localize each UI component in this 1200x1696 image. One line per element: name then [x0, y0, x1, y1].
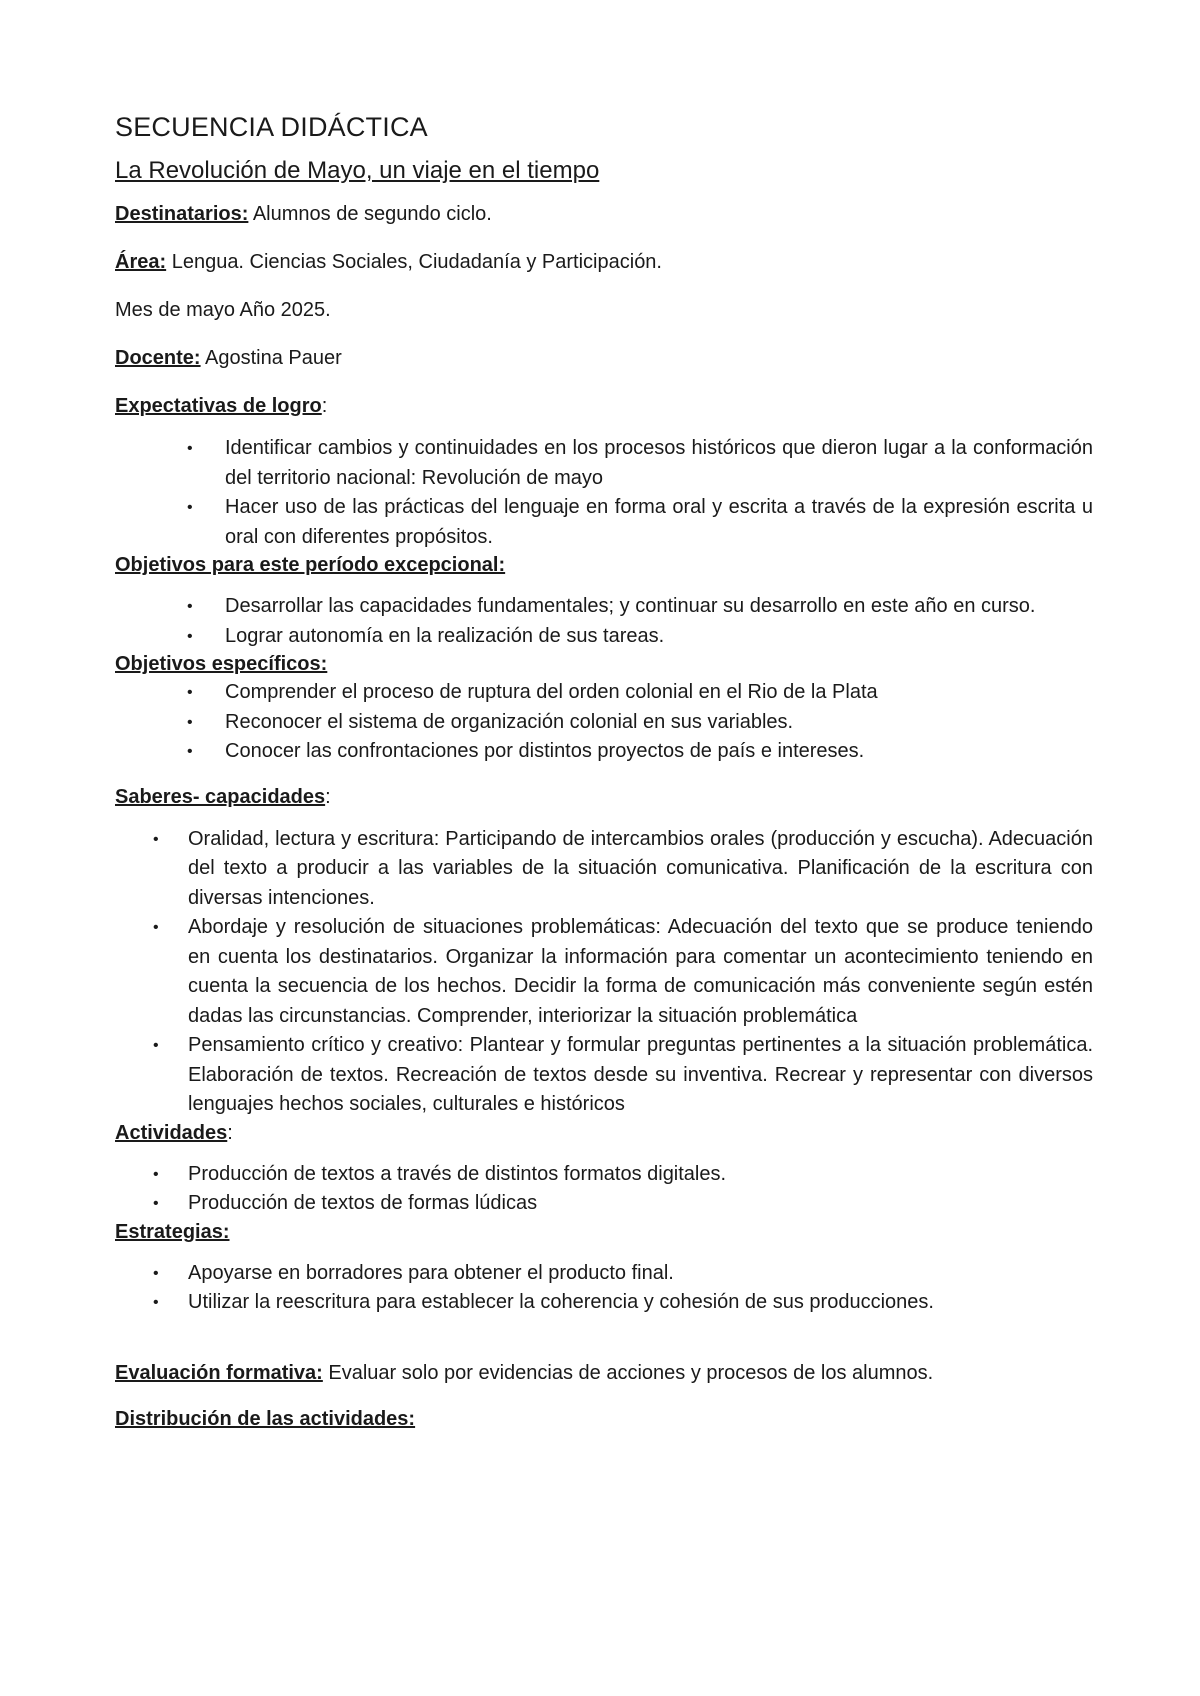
list-item-text: Desarrollar las capacidades fundamentales; y continuar su desarrollo en este año en curso. [225, 595, 1036, 617]
evaluacion-label: Evaluación formativa: [115, 1361, 323, 1384]
docente-line [115, 345, 1093, 372]
document-page [115, 112, 1093, 1454]
distribucion-heading: Distribución de las actividades: [115, 1407, 416, 1430]
estrategias-heading: Estrategias: [115, 1220, 230, 1243]
list-item-text: Producción de textos de formas lúdicas [188, 1192, 538, 1214]
estrategias-heading-line [115, 1219, 1093, 1246]
list-item [115, 913, 1093, 1031]
destinatarios-value: Alumnos de segundo ciclo. [248, 203, 492, 225]
evaluacion-line [115, 1358, 1037, 1388]
docente-label: Docente: [115, 347, 201, 369]
bullet-icon: • [153, 830, 159, 848]
actividades-suffix: : [227, 1121, 233, 1144]
expectativas-heading-line [115, 393, 1093, 420]
list-item-text: Comprender el proceso de ruptura del orden colonial en el Rio de la Plata [225, 681, 878, 703]
list-item-text: Conocer las confrontaciones por distintos proyectos de país e intereses. [225, 740, 865, 762]
list-item-text: Lograr autonomía en la realización de sus tareas. [225, 624, 665, 647]
expectativas-suffix: : [321, 395, 328, 417]
destinatarios-label: Destinatarios: [115, 203, 249, 225]
area-value: Lengua. Ciencias Sociales, Ciudadanía y Participación. [166, 251, 662, 273]
bullet-icon: • [187, 684, 193, 701]
list-item [115, 1259, 1093, 1289]
objetivos-periodo-heading-line [115, 552, 1093, 579]
list-item-text: Apoyarse en borradores para obtener el producto final. [188, 1261, 674, 1284]
list-item [115, 825, 1093, 914]
objetivos-especificos-heading-line [115, 651, 1093, 678]
list-item [115, 678, 1093, 708]
saberes-heading: Saberes- capacidades [115, 785, 326, 808]
mes-line: Mes de mayo Año 2025. [115, 299, 331, 321]
list-item-text: Pensamiento crítico y creativo: Plantear y formular preguntas pertinentes a la situación problemática. Elaboración de textos. Recreación de textos desde su inventiva. Recrear y representar con diversos lenguajes hechos sociales, culturales e históricos [188, 1034, 1093, 1115]
bullet-icon: • [187, 598, 193, 615]
list-item [115, 1031, 1093, 1120]
objetivos-especificos-list [115, 678, 1093, 767]
document-subtitle: La Revolución de Mayo, un viaje en el tiempo [115, 157, 600, 184]
list-item [115, 434, 1093, 493]
actividades-heading-line [115, 1120, 1093, 1147]
list-item-text: Reconocer el sistema de organización colonial en sus variables. [225, 710, 794, 733]
bullet-icon: • [153, 1165, 159, 1183]
bullet-icon: • [153, 1294, 159, 1311]
saberes-heading-line [115, 784, 1093, 811]
list-item [115, 622, 1093, 652]
bullet-icon: • [153, 1037, 159, 1054]
bullet-icon: • [153, 1264, 159, 1282]
list-item [115, 1288, 1093, 1318]
list-item [115, 493, 1093, 552]
expectativas-heading: Expectativas de logro [115, 395, 322, 417]
list-item-text: Utilizar la reescritura para establecer la coherencia y cohesión de sus producciones. [188, 1291, 934, 1313]
objetivos-periodo-list [115, 592, 1093, 651]
expectativas-list [115, 434, 1093, 552]
list-item [115, 708, 1093, 738]
saberes-list [115, 825, 1093, 1120]
list-item-text: Identificar cambios y continuidades en los procesos históricos que dieron lugar a la conformación del territorio nacional: Revolución de mayo [225, 437, 1093, 489]
actividades-list [115, 1160, 1093, 1219]
evaluacion-value: Evaluar solo por evidencias de acciones y procesos de los alumnos. [322, 1361, 934, 1384]
bullet-icon: • [187, 713, 193, 731]
list-item-text: Producción de textos a través de distintos formatos digitales. [188, 1162, 727, 1185]
list-item [115, 1189, 1093, 1219]
area-line [115, 249, 1093, 276]
distribucion-heading-line [115, 1406, 1093, 1433]
list-item [115, 737, 1093, 767]
list-item [115, 1160, 1093, 1190]
objetivos-especificos-heading: Objetivos específicos: [115, 653, 328, 675]
actividades-heading: Actividades [115, 1121, 228, 1144]
bullet-icon: • [187, 499, 193, 516]
bullet-icon: • [187, 627, 193, 645]
destinatarios-line [115, 201, 1093, 228]
objetivos-periodo-heading: Objetivos para este período excepcional: [115, 554, 506, 576]
bullet-icon: • [187, 743, 193, 760]
docente-value: Agostina Pauer [200, 347, 342, 369]
list-item-text: Hacer uso de las prácticas del lenguaje en forma oral y escrita a través de la expresión escrita u oral con diferentes propósitos. [225, 496, 1093, 548]
list-item [115, 592, 1093, 622]
saberes-suffix: : [325, 785, 331, 808]
list-item-text: Oralidad, lectura y escritura: Participando de intercambios orales (producción y escucha). Adecuación del texto a producir a las variables de la situación comunicativa. Planificación de la escritura con diversas intenciones. [188, 827, 1093, 909]
bullet-icon: • [153, 1195, 159, 1212]
area-label: Área: [115, 251, 167, 273]
list-item-text: Abordaje y resolución de situaciones problemáticas: Adecuación del texto que se produce teniendo en cuenta los destinatarios. Organizar la información para comentar un acontecimiento teniendo en cuenta la secuencia de los hechos. Decidir la forma de comunicación más conveniente según estén dadas las circunstancias. Comprender, interiorizar la situación problemática [188, 916, 1093, 1027]
document-title: SECUENCIA DIDÁCTICA [115, 112, 428, 142]
estrategias-list [115, 1259, 1093, 1318]
bullet-icon: • [187, 440, 193, 457]
bullet-icon: • [153, 919, 159, 936]
